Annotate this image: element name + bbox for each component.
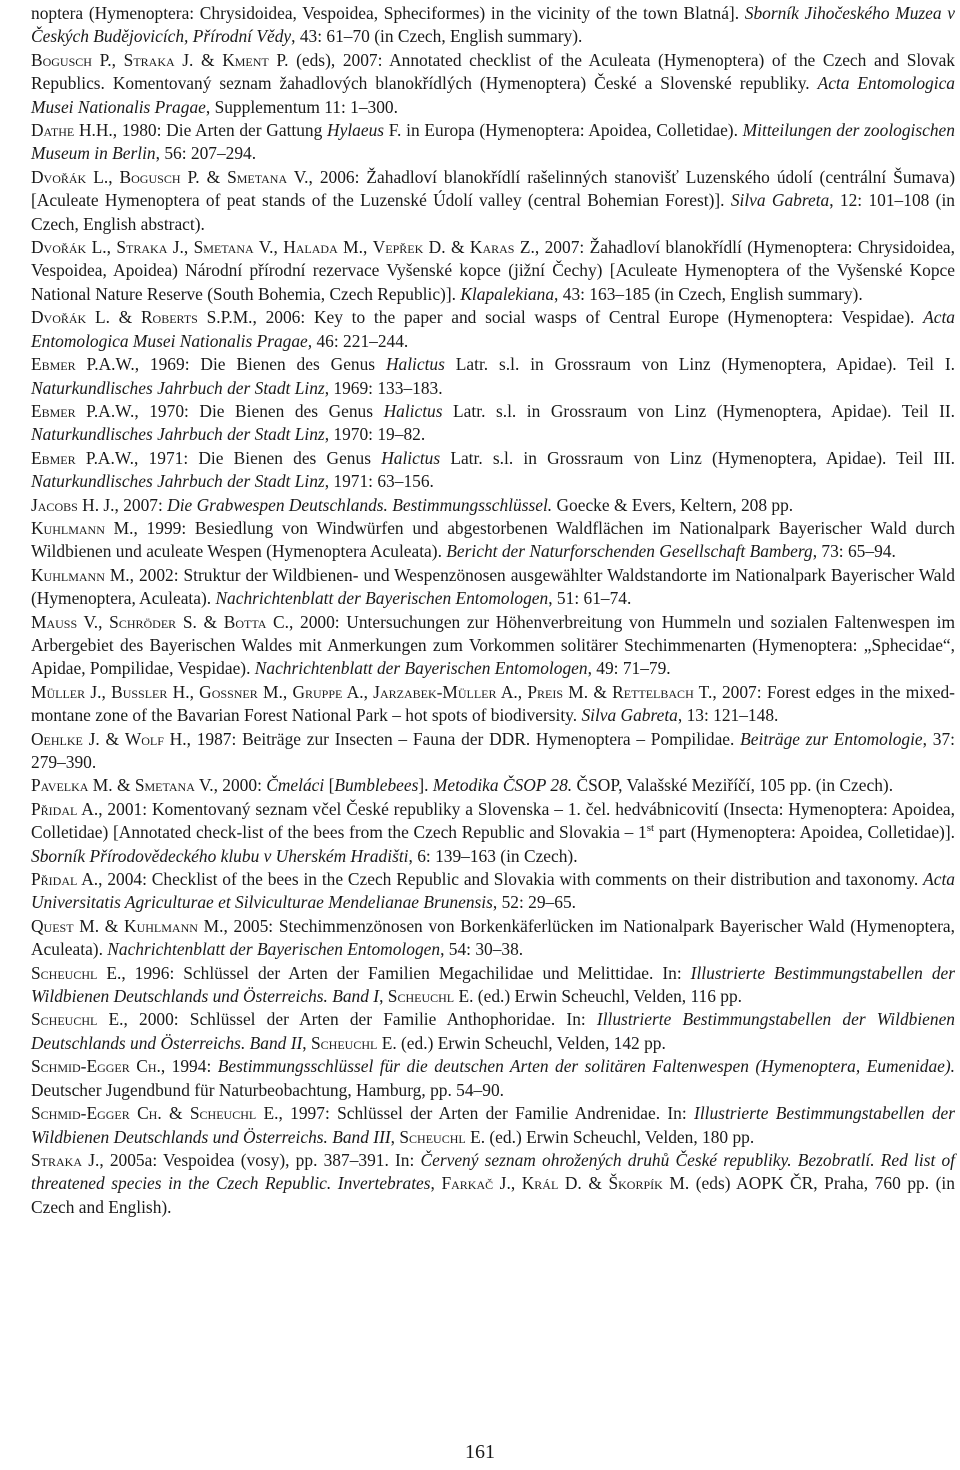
author-name: Schröder S. [109,611,197,632]
author-name: Scheuchl E. [31,1009,124,1030]
author-name: Schmid-Egger Ch. [31,1103,162,1124]
reference-entry [31,517,955,564]
reference-text: , [379,986,388,1007]
journal-title: Červený seznam ohrožených druhů České republiky. Bezobratlí. Red list of threatened species in the Czech Republic. Invertebrates [31,1149,956,1194]
author-name: Smetana V. [193,237,274,258]
author-name: Ebmer P.A.W. [31,400,135,421]
reference-text: , 13: 121–148. [677,705,779,726]
author-name: Jarzabek-Müller A. [373,681,518,702]
reference-text: , 1970: 19–82. [324,424,426,445]
reference-text: , 56: 207–294. [155,143,257,164]
journal-title: Nachrichtenblatt der Bayerischen Entomologen [254,658,588,679]
reference-text: & [99,728,125,749]
author-name: Oehlke J. [31,728,100,749]
author-name: Kuhlmann M. [31,517,134,538]
author-name: Scheuchl E. [189,1103,279,1124]
journal-title: Beiträge zur Entomologie [740,728,923,749]
reference-text: , 51: 61–74. [548,588,632,609]
reference-text: , 2006: Key to the paper and social wasps of Central Europe (Hymenoptera: Vespidae). [252,307,924,328]
journal-title: Bestimmungsschlüssel für die deutschen Arten der solitären Faltenwespen (Hymenoptera, Eumenidae). [217,1056,956,1077]
reference-entry [31,306,955,353]
reference-text: , 1969: 133–183. [324,377,443,398]
author-name: Bogusch P. [31,49,112,70]
reference-text: part (Hymenoptera: Apoidea, Colletidae)]. [654,822,955,843]
reference-text: , [108,166,120,187]
journal-title: Acta Entomologica Musei Nationalis Pragae, [31,307,955,351]
author-name: Straka J. [31,1149,100,1170]
reference-entry [31,119,955,166]
journal-title: Mitteilungen der zoologischen Museum in Berlin [31,120,955,164]
reference-text: , 1997: Schlüssel der Arten der Familie Andrenidae. In: [278,1103,695,1124]
reference-entry [31,1055,955,1102]
reference-text: & [199,166,228,187]
reference-entry [31,728,955,775]
journal-title: Silva Gabreta [581,705,678,726]
journal-title: Naturkundlisches Jahrbuch der Stadt Linz [31,377,325,398]
reference-text: , 2007: [114,494,168,515]
author-name: Straka J. [123,49,194,70]
reference-text: , 6: 139–163 (in Czech). [408,845,578,866]
reference-text: (eds) AOPK ČR, Praha, 760 pp. (in Czech and English). [31,1173,955,1217]
journal-title: Klapalekiana [460,283,555,304]
author-name: Dathe H.H. [31,120,113,141]
reference-text: , 2000: [213,775,267,796]
journal-title: Illustrierte Bestimmungstabellen der Wildbienen Deutschlands und Österreichs. Band I [31,962,955,1007]
reference-text: (eds), 2007: Annotated checklist of the Aculeata (Hymenoptera) of the Czech and Slovak Republics. Komentovaný seznam žahadlových blanokřídlých (Hymenoptera) České a Slovenské republiky. [31,49,956,94]
reference-text: , 2004: Checklist of the bees in the Czech Republic and Slovakia with comments on their distribution and taxonomy. [98,869,924,890]
reference-entry [31,915,955,962]
journal-title: Čmeláci [266,775,325,796]
reference-text: Goecke & Evers, Keltern, 208 pp. [552,494,794,515]
author-name: Gruppe A. [292,681,364,702]
author-name: Straka J. [116,237,184,258]
reference-text: , 49: 71–79. [587,658,671,679]
journal-title: Acta Universitatis Agriculturae et Silviculturae Mendelianae Brunensis [31,869,955,913]
author-name: Bussler H. [111,681,190,702]
reference-entry [31,1102,955,1149]
reference-entry [31,447,955,494]
reference-text: E. (ed.) Erwin Scheuchl, Velden, 142 pp. [377,1032,666,1053]
reference-text: & [581,1173,609,1194]
reference-entry [31,868,955,915]
reference-text: , [363,681,374,702]
reference-text: , [517,681,528,702]
reference-text: & [161,1103,190,1124]
journal-title: Illustrierte Bestimmungstabellen der Wildbienen Deutschlands und Österreichs. Band III [31,1103,955,1147]
reference-text: , 1971: Die Bienen des Genus [134,447,382,468]
author-name: Přidal A. [31,869,99,890]
reference-entry [31,353,955,400]
reference-text: , [390,1126,400,1147]
journal-title: Acta Entomologica Musei Nationalis Pragae [31,73,955,117]
reference-text: , 2000: Schlüssel der Arten der Familie Anthophoridae. In: [123,1009,597,1030]
journal-title: Silva Gabreta [730,190,830,211]
reference-text: , [273,237,284,258]
journal-title: Halictus [381,447,441,468]
reference-text: st [646,822,655,835]
author-name: Müller J. [31,681,102,702]
reference-text: [ [324,775,335,796]
reference-text: , 12: 101–108 (in Czech, English abstract). [31,190,955,234]
reference-text: , Supplementum 11: 1–300. [205,96,398,117]
author-name: Škorpík M. [608,1173,690,1194]
journal-title: Sborník Jihočeského Muzea v Českých Budějovicích, Přírodní Vědy [31,3,955,47]
reference-text: , 2001: Komentovaný seznam včel České republiky a Slovenska – 1. čel. hedvábnicovití (Insecta: Hymenoptera: Apoidea, Colletidae) [Annotated check-list of the bees from the Czech Republic and Slovakia – 1 [31,798,955,843]
reference-text: , [183,237,194,258]
reference-entry [31,774,955,797]
author-name: Kment P. [222,49,289,70]
reference-entry [31,962,955,1009]
journal-title: Naturkundlisches Jahrbuch der Stadt Linz [31,471,325,492]
author-name: Ebmer P.A.W. [31,354,135,375]
reference-text: noptera (Hymenoptera: Chrysidoidea, Vespoidea, Spheciformes) in the vicinity of the town Blatná]. [31,3,745,23]
reference-text: , 1999: Besiedlung von Windwürfen und abgestorbenen Waldflächen im Nationalpark Bayerischer Wald durch Wildbienen und aculeate Wespen (Hymenoptera Aculeata). [31,517,955,562]
reference-text: , [189,681,200,702]
author-name: Kuhlmann M. [124,915,224,936]
reference-text: , 52: 29–65. [492,892,576,913]
reference-text: , 1996: Schlüssel der Arten der Familien Megachilidae und Melittidae. In: [121,962,691,983]
author-name: Halada M. [283,237,363,258]
reference-entry [31,564,955,611]
page-number: 161 [465,1441,495,1463]
reference-entry [31,681,955,728]
reference-text: , 1971: 63–156. [324,471,434,492]
author-name: Mauss V. [31,611,99,632]
reference-text: , 2006: Žahadloví blanokřídlí rašelinných stanovišť Luzenského údolí (centrální Šumava) [Aculeate Hymenoptera of peat stands of the Luzenské Údolí valley (central Bohemian Forest)]. [31,166,955,211]
reference-entry [31,400,955,447]
author-name: Smetana V. [134,775,214,796]
journal-title: Hylaeus [327,120,385,141]
reference-text: , 43: 61–70 (in Czech, English summary). [291,26,583,47]
reference-entry [31,49,955,119]
journal-title: Nachrichtenblatt der Bayerischen Entomologen [107,939,441,960]
reference-text: Latr. s.l. in Grossraum von Linz (Hymenoptera, Apidae). Teil I. [444,354,955,375]
reference-text: , 54: 30–38. [440,939,524,960]
reference-list [31,2,955,1219]
author-name: Scheuchl E. [31,962,122,983]
author-name: Schmid-Egger Ch. [31,1056,161,1077]
reference-entry [31,2,955,49]
reference-text: & [196,611,224,632]
author-name: Gossner M. [199,681,283,702]
reference-text: , 37: 279–390. [31,728,955,772]
reference-text: & [588,681,613,702]
author-name: Farkač J. [441,1173,511,1194]
author-name: Botta C. [223,611,289,632]
journal-title: Illustrierte Bestimmungstabellen der Wildbienen Deutschlands und Österreichs. Band II [31,1009,955,1053]
reference-text: ČSOP, Valašské Meziříčí, 105 pp. (in Czech). [572,775,894,796]
author-name: Quest M. [31,915,100,936]
reference-text: , [430,1173,442,1194]
reference-entry [31,798,955,868]
reference-text: , [106,237,117,258]
reference-entry [31,236,955,306]
reference-text: & [99,915,125,936]
journal-title: Die Grabwespen Deutschlands. Bestimmungsschlüssel. [167,494,553,515]
author-name: Pavelka M. [31,775,113,796]
journal-title: Bumblebees [334,775,419,796]
reference-entry [31,611,955,681]
reference-entry [31,166,955,236]
reference-text: , [302,1032,311,1053]
author-name: Přidal A. [31,798,99,819]
reference-entry [31,494,955,517]
reference-text: , [282,681,293,702]
reference-text: , [98,611,110,632]
journal-title: Nachrichtenblatt der Bayerischen Entomologen [215,588,549,609]
reference-text: Latr. s.l. in Grossraum von Linz (Hymenoptera, Apidae). Teil III. [440,447,955,468]
author-name: Dvořák L. [31,307,110,328]
author-name: Ebmer P.A.W. [31,447,134,468]
author-name: Roberts S.P.M. [140,307,253,328]
author-name: Scheuchl [311,1032,378,1053]
author-name: Kuhlmann M. [31,564,130,585]
reference-entry [31,1008,955,1055]
reference-text: , [101,681,112,702]
author-name: Dvořák L. [31,237,107,258]
author-name: Rettelbach T. [612,681,713,702]
reference-entry [31,1149,955,1219]
reference-text: , 1987: Beiträge zur Insecten – Fauna der DDR. Hymenoptera – Pompilidae. [186,728,741,749]
reference-text: , 2000: Untersuchungen zur Höhenverbreitung von Hummeln und sozialen Faltenwespen im Arbergebiet des Bayerischen Waldes mit Anmerkungen zum Vorkommen solitärer Stechimmenarten (Hymenoptera: „Sphecidae“, Apidae, Pompilidae, Vespidae). [31,611,955,679]
reference-text: , 43: 163–185 (in Czech, English summary). [554,283,863,304]
reference-text: Latr. s.l. in Grossraum von Linz (Hymenoptera, Apidae). Teil II. [442,400,955,421]
reference-text: & [109,307,141,328]
reference-text: , 2005: Stechimmenzönosen von Borkenkäferlücken im Nationalpark Bayerischer Wald (Hymenoptera, Aculeata). [31,915,955,960]
reference-text: , 1969: Die Bienen des Genus [134,354,386,375]
author-name: Scheuchl [387,986,455,1007]
journal-title: Bericht der Naturforschenden Gesellschaft Bamberg [446,541,813,562]
reference-text: ]. [418,775,433,796]
reference-text: & [193,49,223,70]
reference-text: , [111,49,124,70]
reference-text: F. in Europa (Hymenoptera: Apoidea, Colletidae). [384,120,743,141]
reference-text: , [362,237,373,258]
author-name: Karas Z. [469,237,535,258]
reference-text: , 1970: Die Bienen des Genus [134,400,384,421]
author-name: Král D. [521,1173,582,1194]
journal-title: Halictus [385,354,445,375]
author-name: Wolf H. [124,728,187,749]
reference-text: , 2007: Forest edges in the mixed-montane zone of the Bavarian Forest National Park – hot spots of biodiversity. [31,681,955,726]
reference-text: E. (ed.) Erwin Scheuchl, Velden, 116 pp. [454,986,742,1007]
author-name: Bogusch P. [119,166,200,187]
journal-title: Naturkundlisches Jahrbuch der Stadt Linz [31,424,325,445]
reference-text: , 1994: [160,1056,218,1077]
reference-text: , 1980: Die Arten der Gattung [112,120,328,141]
reference-text: , 2002: Struktur der Wildbienen- und Wespenzönosen ausgewählter Waldstandorte im Nationalpark Bayerischer Wald (Hymenoptera, Aculeata). [31,564,955,609]
journal-title: Metodika ČSOP 28. [432,775,573,796]
author-name: Jacobs H. J. [31,494,115,515]
reference-text: 46: 221–244. [312,330,409,351]
reference-text: , [510,1173,522,1194]
author-name: Scheuchl [399,1126,466,1147]
author-name: Vepřek D. [372,237,446,258]
journal-title: Sborník Přírodovědeckého klubu v Uherském Hradišti [31,845,409,866]
journal-title: Halictus [383,400,443,421]
reference-text: , 2005a: Vespoidea (vosy), pp. 387–391. In: [99,1149,421,1170]
reference-text: & [445,237,470,258]
author-name: Smetana V. [227,166,309,187]
reference-text: , 73: 65–94. [812,541,896,562]
reference-text: E. (ed.) Erwin Scheuchl, Velden, 180 pp. [465,1126,755,1147]
author-name: Preis M. [527,681,589,702]
author-name: Dvořák L. [31,166,109,187]
reference-text: , 2007: Žahadloví blanokřídlí (Hymenoptera: Chrysidoidea, Vespoidea, Apoidea) Národní přírodní rezervace Vyšenské kopce (jižní Čechy) [Aculeate Hymenoptera of the Vyšenské Kopce National Nature Reserve (South Bohemia, Czech Republic)]. [31,237,955,304]
reference-text: & [112,775,135,796]
reference-text: Deutscher Jugendbund für Naturbeobachtung, Hamburg, pp. 54–90. [31,1079,504,1100]
